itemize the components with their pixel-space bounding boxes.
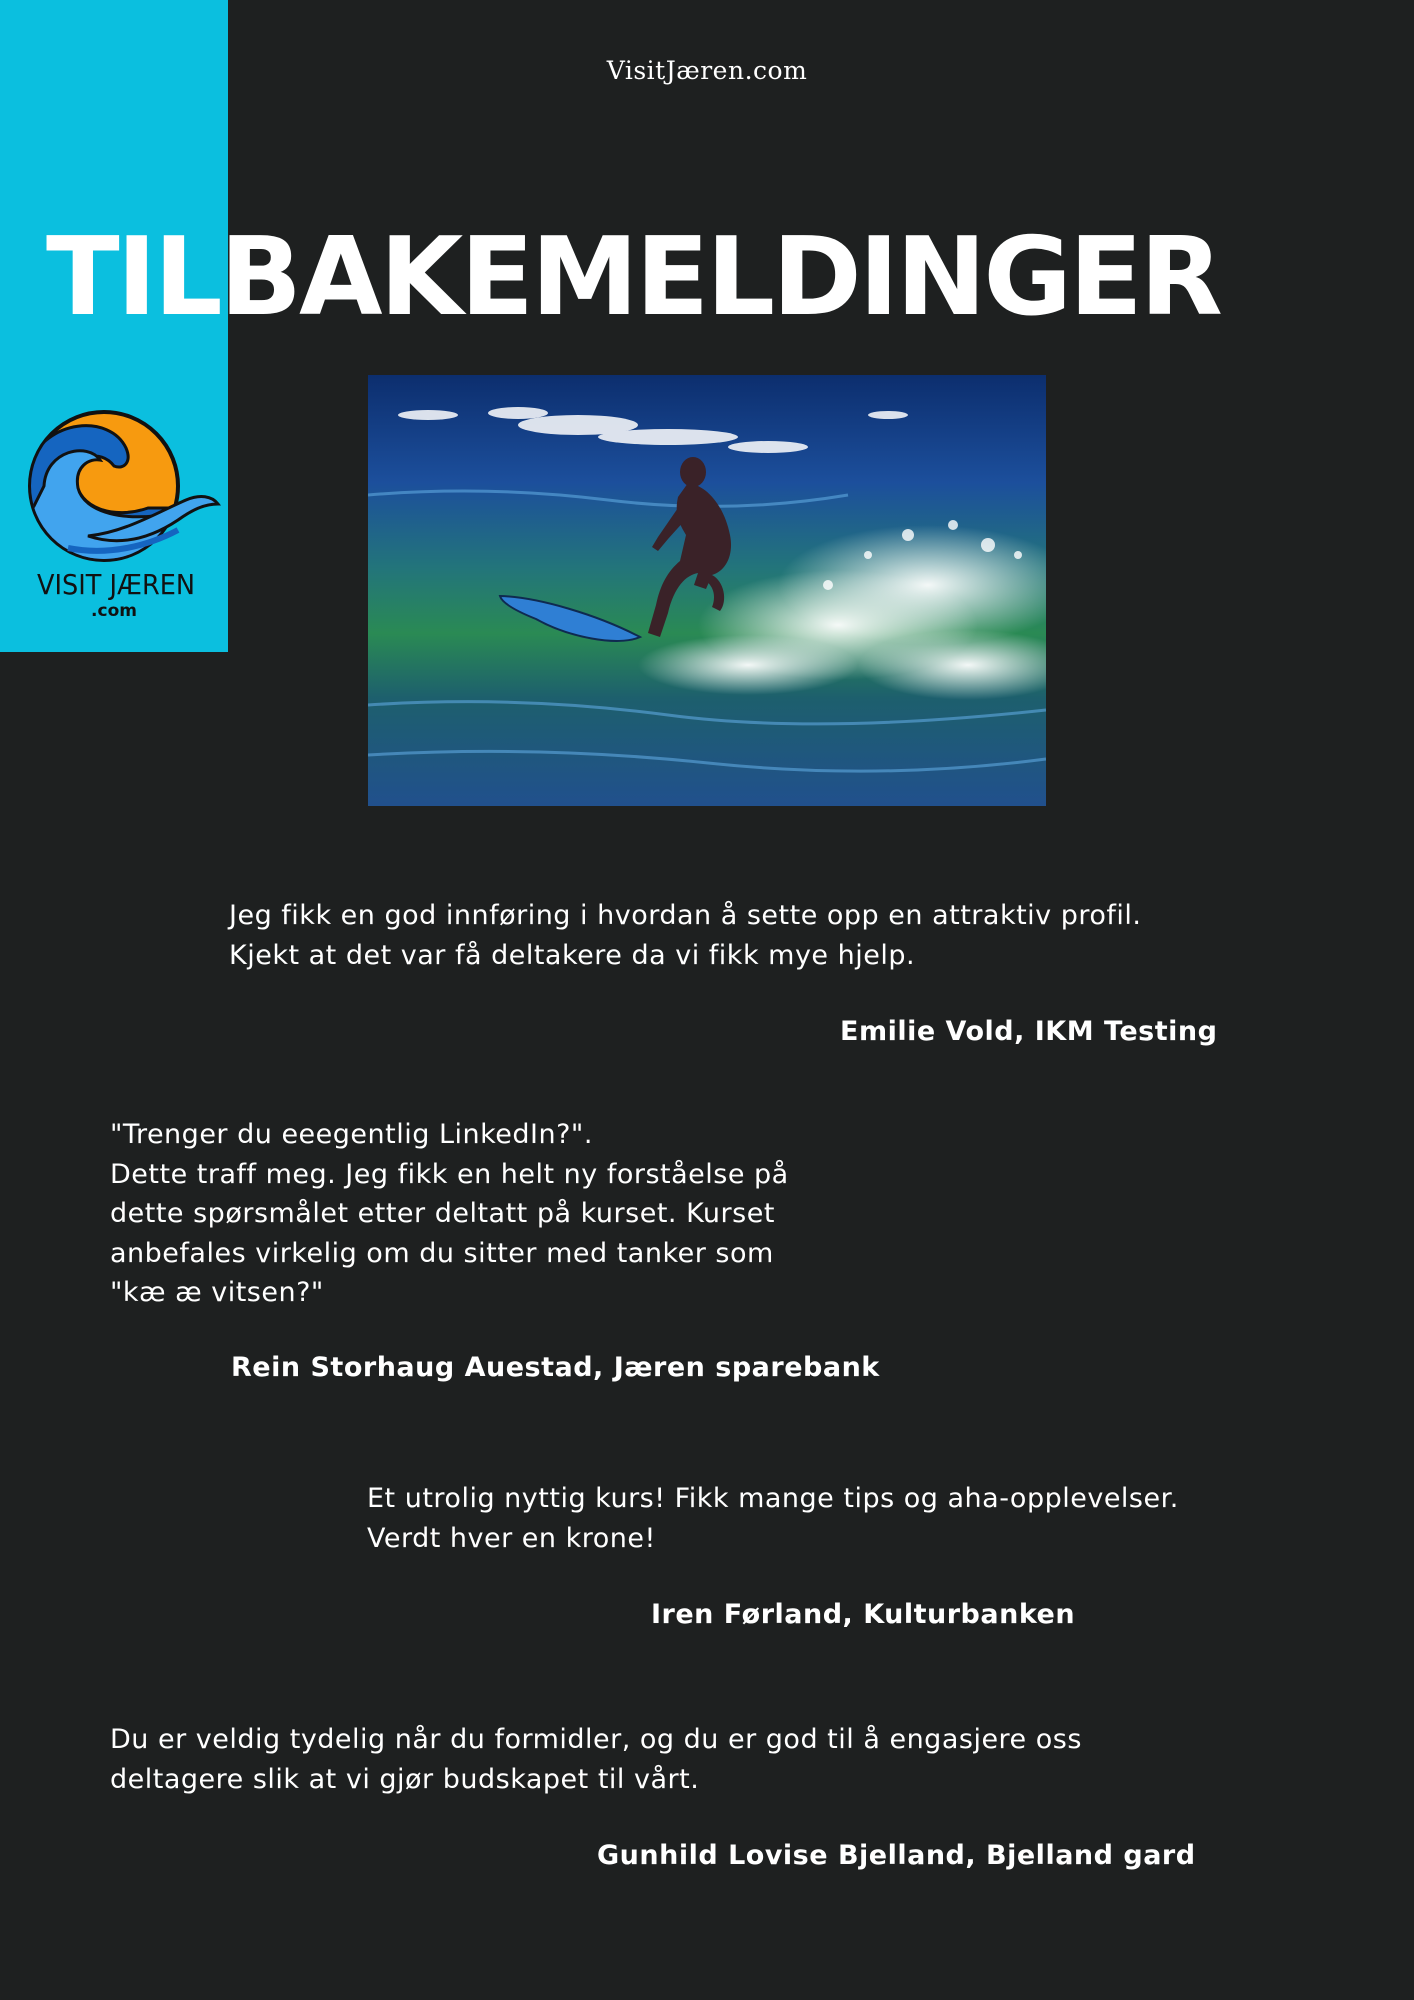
testimonial-2-author: Rein Storhaug Auestad, Jæren sparebank bbox=[231, 1352, 880, 1383]
page-title: TILBAKEMELDINGER bbox=[46, 215, 1220, 340]
surfer-photo bbox=[368, 375, 1046, 806]
testimonial-2-text bbox=[110, 1115, 789, 1313]
testimonial-2-line: "Trenger du eeegentlig LinkedIn?". bbox=[110, 1119, 593, 1150]
testimonial-3-line: Verdt hver en krone! bbox=[367, 1522, 656, 1554]
testimonial-2-line: dette spørsmålet etter deltatt på kurset. Kurset bbox=[110, 1198, 775, 1229]
testimonial-4-line: deltagere slik at vi gjør budskapet til vårt. bbox=[110, 1763, 700, 1795]
testimonial-2-line: Dette traff meg. Jeg fikk en helt ny forståelse på bbox=[110, 1158, 789, 1190]
testimonial-3-line: Et utrolig nyttig kurs! Fikk mange tips og aha-opplevelser. bbox=[367, 1483, 1179, 1514]
testimonial-2-line: anbefales virkelig om du sitter med tanker som bbox=[110, 1237, 774, 1269]
logo-suffix: .com bbox=[91, 601, 137, 621]
testimonial-1-text bbox=[229, 896, 1142, 975]
testimonial-1-author: Emilie Vold, IKM Testing bbox=[840, 1016, 1218, 1047]
testimonial-2-line: "kæ æ vitsen?" bbox=[110, 1277, 324, 1308]
testimonial-4-text bbox=[110, 1720, 1082, 1799]
testimonial-1-line: Kjekt at det var få deltakere da vi fikk mye hjelp. bbox=[229, 939, 916, 971]
visit-jaeren-logo bbox=[28, 408, 224, 626]
testimonial-4-author: Gunhild Lovise Bjelland, Bjelland gard bbox=[597, 1840, 1196, 1871]
testimonial-3-author: Iren Førland, Kulturbanken bbox=[651, 1599, 1076, 1630]
site-url[interactable]: VisitJæren.com bbox=[606, 56, 808, 85]
logo-name: VISIT JÆREN bbox=[37, 568, 195, 601]
testimonial-3-text bbox=[367, 1479, 1179, 1558]
testimonial-1-line: Jeg fikk en god innføring i hvordan å sette opp en attraktiv profil. bbox=[229, 900, 1142, 931]
testimonial-4-line: Du er veldig tydelig når du formidler, og du er god til å engasjere oss bbox=[110, 1724, 1082, 1755]
